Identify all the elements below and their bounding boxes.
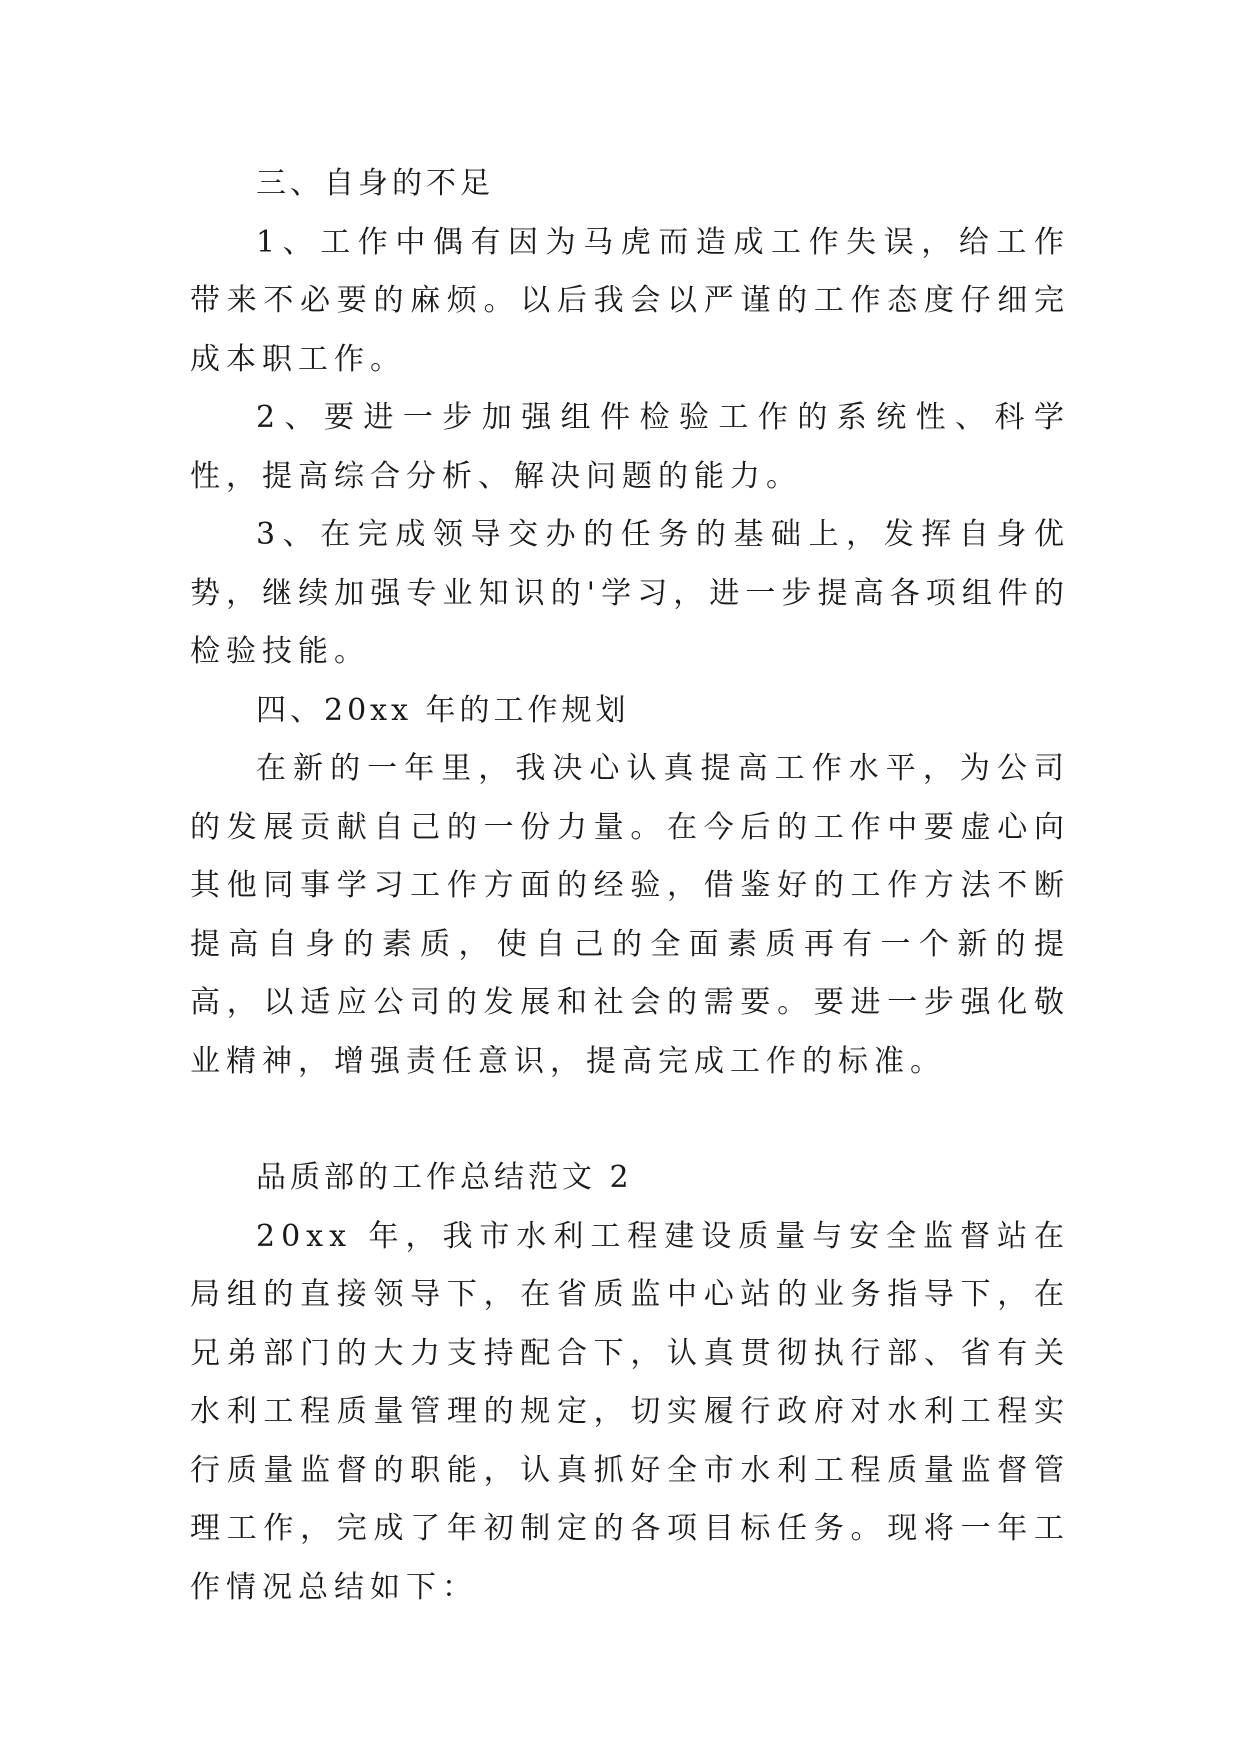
paragraph: 在新的一年里，我决心认真提高工作水平，为公司的发展贡献自己的一份力量。在今后的工作中要虚心向其他同事学习工作方面的经验，借鉴好的工作方法不断提高自身的素质，使自己的全面素质再有一个新的提高，以适应公司的发展和社会的需要。要进一步强化敬业精神，增强责任意识，提高完成工作的标准。 [190, 751, 1070, 1079]
list-item: 3、在完成领导交办的任务的基础上，发挥自身优势，继续加强专业知识的'学习，进一步提高各项组件的检验技能。 [190, 517, 1070, 669]
section-heading: 三、自身的不足 [256, 166, 494, 201]
section-spacer [190, 1091, 1070, 1149]
paragraph: 20xx 年，我市水利工程建设质量与安全监督站在局组的直接领导下，在省质监中心站的业务指导下，在兄弟部门的大力支持配合下，认真贯彻执行部、省有关水利工程质量管理的规定，切实履行政府对水利工程实行质量监督的职能，认真抓好全市水利工程质量监督管理工作，完成了年初制定的各项目标任务。现将一年工作情况总结如下： [190, 1218, 1070, 1605]
article-title: 品质部的工作总结范文 2 [256, 1160, 633, 1195]
list-item: 1、工作中偶有因为马虎而造成工作失误，给工作带来不必要的麻烦。以后我会以严谨的工作态度仔细完成本职工作。 [190, 224, 1070, 377]
section-heading: 四、20xx 年的工作规划 [256, 692, 630, 728]
document-body [190, 155, 1070, 1617]
list-item: 2、要进一步加强组件检验工作的系统性、科学性，提高综合分析、解决问题的能力。 [190, 400, 1070, 494]
